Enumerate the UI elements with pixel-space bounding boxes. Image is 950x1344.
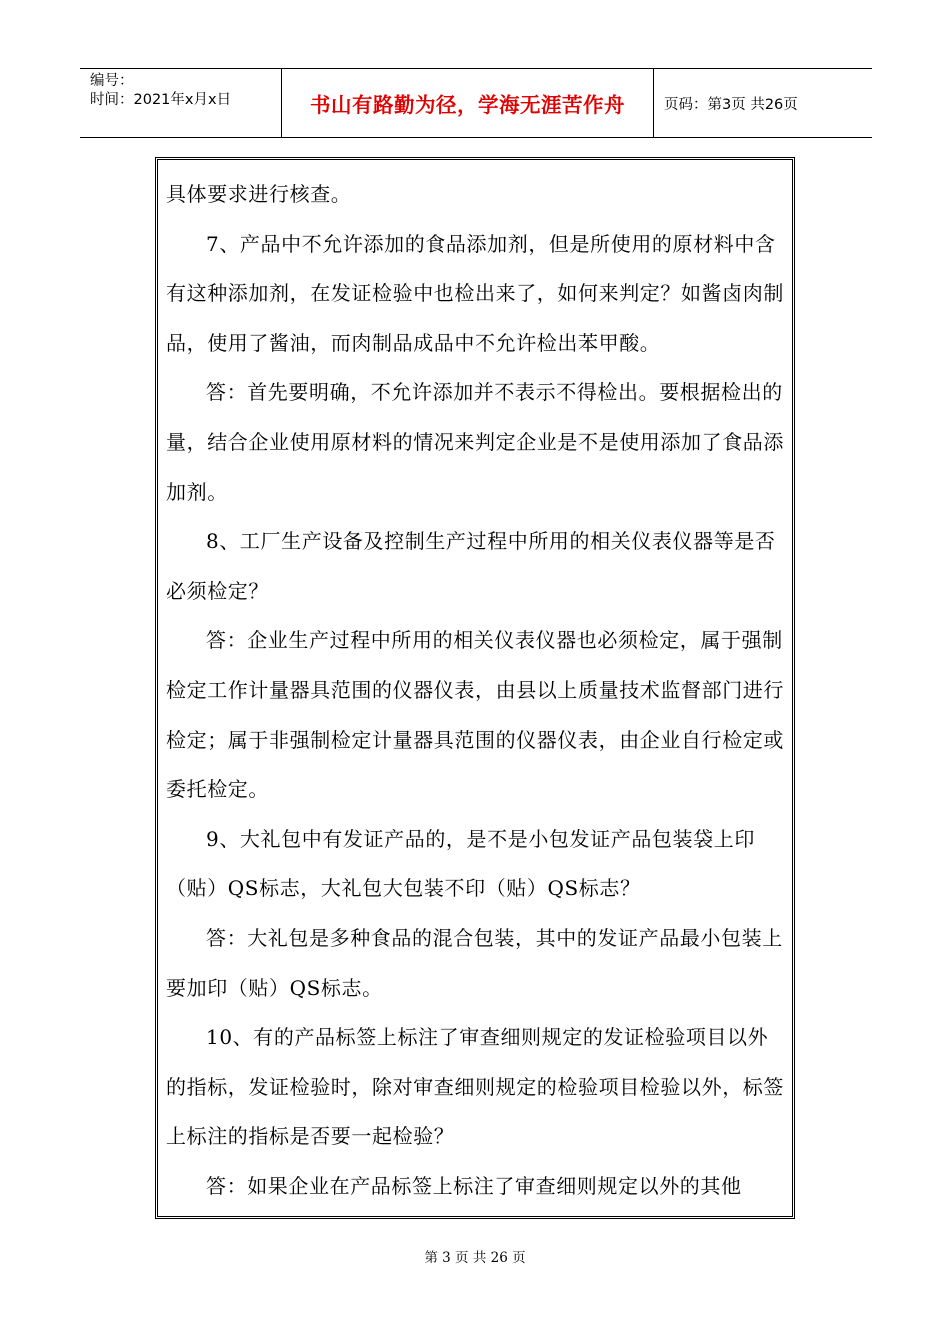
document-date: 时间：2021年x月x日 xyxy=(90,92,232,108)
content-frame xyxy=(155,157,795,1219)
document-number-label: 编号： xyxy=(90,73,134,89)
question-7: 7、产品中不允许添加的食品添加剂，但是所使用的原材料中含有这种添加剂，在发证检验中也检出来了，如何来判定？如酱卤肉制品，使用了酱油，而肉制品成品中不允许检出苯甲酸。 xyxy=(166,231,784,355)
answer-8: 答：企业生产过程中所用的相关仪表仪器也必须检定，属于强制检定工作计量器具范围的仪器仪表，由县以上质量技术监督部门进行检定；属于非强制检定计量器具范围的仪器仪表，由企业自行检定或委托检定。 xyxy=(166,628,784,802)
paragraph-continuation: 具体要求进行核查。 xyxy=(166,182,352,206)
answer-9: 答：大礼包是多种食品的混合包装，其中的发证产品最小包装上要加印（贴）QS标志。 xyxy=(166,925,783,1000)
header-page-info xyxy=(654,69,872,137)
document-body xyxy=(166,170,786,1211)
header-meta xyxy=(80,69,282,137)
page-info-text: 页码：第3页 共26页 xyxy=(664,96,798,113)
page-footer xyxy=(0,1246,950,1266)
question-8: 8、工厂生产设备及控制生产过程中所用的相关仪表仪器等是否必须检定？ xyxy=(166,529,776,603)
answer-10: 答：如果企业在产品标签上标注了审查细则规定以外的其他 xyxy=(206,1173,742,1198)
question-9: 9、大礼包中有发证产品的，是不是小包发证产品包装袋上印（贴）QS标志，大礼包大包装不印（贴）QS标志？ xyxy=(166,826,755,901)
footer-page-number: 第 3 页 共 26 页 xyxy=(424,1250,526,1266)
answer-7: 答：首先要明确，不允许添加并不表示不得检出。要根据检出的量，结合企业使用原材料的情况来判定企业是不是使用添加了食品添加剂。 xyxy=(166,380,784,504)
header-motto: 书山有路勤为径，学海无涯苦作舟 xyxy=(310,93,625,117)
header-motto-cell xyxy=(282,69,654,137)
page-header xyxy=(80,68,872,138)
question-10: 10、有的产品标签上标注了审查细则规定的发证检验项目以外的指标，发证检验时，除对审查细则规定的检验项目检验以外，标签上标注的指标是否要一起检验？ xyxy=(166,1025,784,1149)
